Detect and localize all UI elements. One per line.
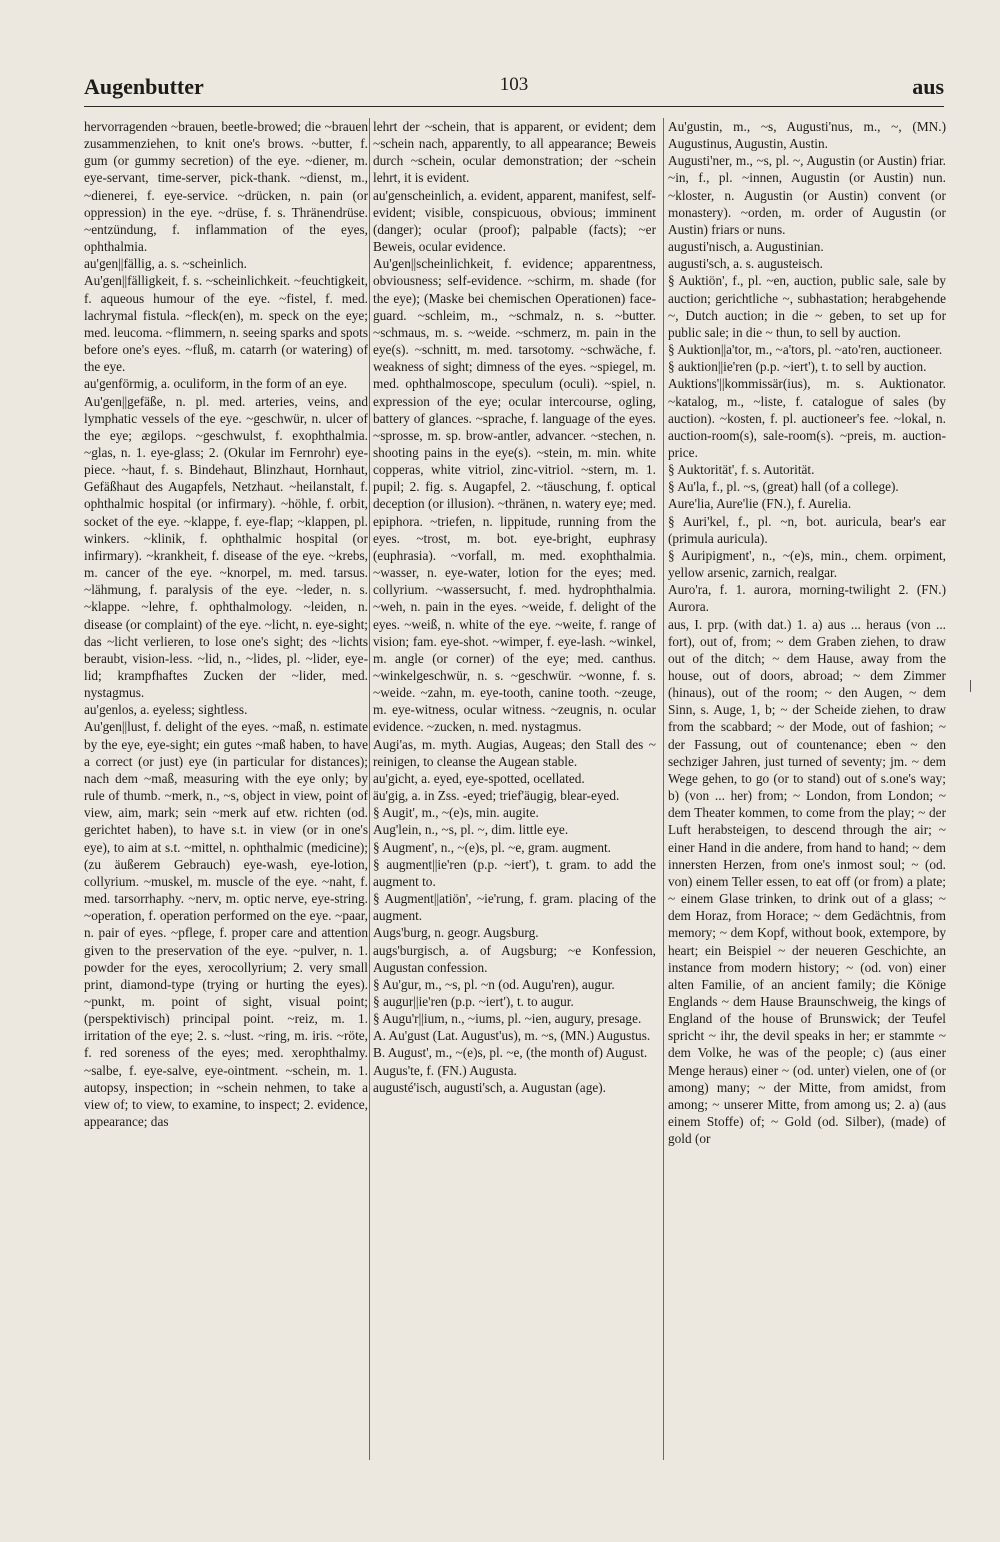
dictionary-entry: Augi'as, m. myth. Augias, Augeas; den Stall des ~ reinigen, to cleanse the Augean stable. [373,736,656,769]
dictionary-entry: Aure'lia, Aure'lie (FN.), f. Aurelia. [668,496,852,512]
left-running-headword: Augenbutter [84,74,204,99]
dictionary-entry: aus, I. prp. (with dat.) 1. a) aus ... heraus (von ... fort), out of, from; ~ dem Graben ziehen, to draw out of the ditch; ~ dem Hause, away from the house, out of doors, abroad; ~ dem Zimmer (hinaus), out of the room; ~ den Augen, ~ dem Sinn, s. Auge, 1, b; ~ der Scheide ziehen, to draw from the scabbard; ~ der Mode, out of fashion; ~ der Fassung, out of countenance; eben ~ den sechziger Jahren, just turned of seventy; jm. ~ dem Wege gehen, to go (or to stand) out of s.one's way; b) (von ... her) from; ~ London, from London; ~ dem Theater kommen, to come from the play; ~ der Luft herabsteigen, to descend through the air; ~ einer Hand in die andere, from hand to hand; ~ dem innersten Herzen, from one's inmost soul; ~ (od. von) einem Teller essen, to eat off (or from) a plate; ~ einem Glase trinken, to drink out of a glass; ~ dem Horaz, from Horace; ~ dem Gedächtnis, from memory; ~ dem Kopf, without book, extempore, by heart; ein Beispiel ~ der neueren Geschichte, an instance from modern history; ~ (od. von) einer alten Familie, of an ancient family; die Könige Englands ~ dem Hause Braunschweig, the kings of England of the house of Brunswick; der Teufel spricht ~ ihr, the devil speaks in her; er stammte ~ dem Volke, he was of the people; c) (aus einer Menge heraus) einer ~ (od. unter) vielen, one of (or among) many; ~ der Mitte, from amidst, from among; ~ unserer Mitte, from among us; 2. a) (aus einem Stoffe) of; ~ Gold (od. Silber), (made) of gold (or [668,616,946,1147]
dictionary-entry: augs'burgisch, a. of Augsburg; ~e Konfession, Augustan confession. [373,942,656,975]
page-number: 103 [499,74,529,95]
column-divider [663,118,664,1460]
dictionary-entry: äu'gig, a. in Zss. -eyed; trief'äugig, blear-eyed. [373,788,620,804]
dictionary-entry: augusté'isch, augusti'sch, a. Augustan (age). [373,1079,607,1095]
dictionary-entry: § Au'gur, m., ~s, pl. ~n (od. Augu'ren), augur. [373,976,615,992]
dictionary-entry: au'genförmig, a. oculiform, in the form of an eye. [84,376,348,392]
dictionary-entry: Augusti'ner, m., ~s, pl. ~, Augustin (or Austin) friar. ~in, f., pl. ~innen, Augustin (or Austin) nun. ~kloster, n. Augustin (or Austin) convent (or monastery). ~orden, m. order of Augustin (or Austin) friars or nuns. [668,153,946,237]
right-running-headword: aus [912,74,944,99]
dictionary-entry: § Auktion||a'tor, m., ~a'tors, pl. ~ato'ren, auctioneer. [668,342,943,358]
margin-mark [970,680,971,692]
dictionary-entry: A. Au'gust (Lat. August'us), m. ~s, (MN.) Augustus. [373,1028,651,1044]
dictionary-entry: Auro'ra, f. 1. aurora, morning-twilight 2. (FN.) Aurora. [668,582,946,615]
dictionary-entry: B. August', m., ~(e)s, pl. ~e, (the month of) August. [373,1045,648,1061]
dictionary-entry: § Auktiön', f., pl. ~en, auction, public sale, sale by auction; gerichtliche ~, subhastation; herabgehende ~, Dutch auction; in die ~ geben, to set up for public sale; in die ~ thun, to sell by auction. [668,273,946,340]
dictionary-entry: augusti'sch, a. s. augusteisch. [668,256,823,272]
dictionary-entry: au'genscheinlich, a. evident, apparent, manifest, self-evident; visible, conspicuous, obvious; imminent (danger); ocular (proof); palpable (facts); ~er Beweis, ocular evidence. [373,187,656,255]
dictionary-entry: Au'gustin, m., ~s, Augusti'nus, m., ~, (MN.) Augustinus, Augustin, Austin. [668,119,946,152]
dictionary-entry: § Augment||atiön', ~ie'rung, f. gram. placing of the augment. [373,891,656,924]
dictionary-entry: augusti'nisch, a. Augustinian. [668,239,824,255]
column-divider [369,118,370,1460]
dictionary-entry: au'gen||fällig, a. s. ~scheinlich. [84,256,247,272]
dictionary-entry: § augment||ie'ren (p.p. ~iert'), t. gram. to add the augment to. [373,856,656,889]
column-2 [373,118,656,1458]
dictionary-entry: § Auri'kel, f., pl. ~n, bot. auricula, bear's ear (primula auricula). [668,513,946,546]
dictionary-entry: § Auripigment', n., ~(e)s, min., chem. orpiment, yellow arsenic, zarnich, realgar. [668,547,946,581]
dictionary-entry: § Augu'r||ium, n., ~iums, pl. ~ien, augury, presage. [373,1011,642,1027]
running-header [84,72,944,107]
dictionary-entry: Au'gen||lust, f. delight of the eyes. ~maß, n. estimate by the eye, eye-sight; ein gutes ~maß haben, to have a correct (or just) eye (in particular for distances); nach dem ~maß, measuring with the eye only; by rule of thumb. ~merk, n., ~s, object in view, point of view, aim, mark; sein ~merk auf etw. richten (od. gerichtet haben), to have s.t. in view (or in one's eye), to aim at s.t. ~mittel, n. ophthalmic (medicine); (zu äußerem Gebrauch) eye-wash, eye-lotion, collyrium. ~muskel, m. muscle of the eye. ~naht, f. med. tarsorrhaphy. ~nerv, m. optic nerve, eye-string. ~operation, f. operation performed on the eye. ~paar, n. pair of eyes. ~pflege, f. proper care and attention given to the preservation of the eye. ~pulver, n. 1. powder for the eyes, xerocollyrium; 2. very small print, diamond-type (trying or hurting the eyes). ~punkt, m. point of sight, visual point; (perspektivisch) principal point. ~reiz, m. 1. irritation of the eye; 2. s. ~lust. ~ring, m. iris. ~röte, f. red soreness of the eyes; med. xerophthalmy. ~salbe, f. eye-salve, eye-ointment. ~schein, m. 1. autopsy, inspection; in ~schein nehmen, to take a view of; to view, to examine, to inspect; 2. evidence, appearance; das [84,719,368,1130]
dictionary-entry: Auktions'||kommissär(ius), m. s. Auktionator. ~katalog, m., ~liste, f. catalogue of sales (by auction). ~kosten, f. pl. auctioneer's fee. ~lokal, n. auction-room(s), sale-room(s). ~preis, m. auction-price. [668,376,946,460]
dictionary-entry: § Au'la, f., pl. ~s, (great) hall (of a college). [668,479,899,495]
column-3 [668,118,946,1458]
dictionary-entry: Au'gen||fälligkeit, f. s. ~scheinlichkeit. ~feuchtigkeit, f. aqueous humour of the eye. ~fistel, f. med. lachrymal fistula. ~fleck(en), m. speck on the eye; med. leucoma. ~flimmern, n. seeing sparks and spots before one's eyes. ~fluß, m. catarrh (or watering) of the eye. [84,273,368,375]
dictionary-entry: lehrt der ~schein, that is apparent, or evident; dem ~schein nach, apparently, to all appearance; Beweis durch ~schein, ocular demonstration; der ~schein lehrt, it is evident. [373,119,656,186]
dictionary-entry: § auktion||ie'ren (p.p. ~iert'), t. to sell by auction. [668,359,927,375]
dictionary-entry: Aug'lein, n., ~s, pl. ~, dim. little eye. [373,822,569,838]
dictionary-entry: au'genlos, a. eyeless; sightless. [84,702,248,718]
dictionary-entry: § Augit', m., ~(e)s, min. augite. [373,805,539,821]
dictionary-entry: Au'gen||scheinlichkeit, f. evidence; apparentness, obviousness; self-evidence. ~schirm, m. shade (for the eye); (Maske bei chemischen Operationen) face-guard. ~schleim, m., ~schmalz, n. s. ~butter. ~schmaus, m. s. ~weide. ~schmerz, m. pain in the eye(s). ~schnitt, m. med. tarsotomy. ~schwäche, f. weakness of sight; dimness of the eyes. ~spiegel, m. med. ophthalmoscope, speculum (oculi). ~spiel, n. expression of the eye; ocular intercourse, ogling, battery of glances. ~sprache, f. language of the eyes. ~sprosse, m. sp. brow-antler, advancer. ~stechen, n. shooting pains in the eye(s). ~stein, m. min. white copperas, white vitriol, zinc-vitriol. ~stern, m. 1. pupil; 2. fig. s. Augapfel, 2. ~täuschung, f. optical deception (or illusion). ~thränen, n. watery eye; med. epiphora. ~triefen, n. lippitude, running from the eyes. ~trost, m. bot. eye-bright, euphrasy (euphrasia). ~vorfall, m. med. exophthalmia. ~wasser, n. eye-water, lotion for the eyes; med. collyrium. ~wassersucht, f. med. hydrophthalmia. ~weh, n. pain in the eyes. ~weide, f. delight of the eyes. ~weiß, n. white of the eye. ~weite, f. range of vision; fam. eye-shot. ~wimper, f. eye-lash. ~winkel, m. angle (or corner) of the eye; med. canthus. ~winkelgeschwür, n. s. ~geschwür. ~wonne, f. s. ~weide. ~zahn, m. eye-tooth, canine tooth. ~zeuge, m. eye-witness, ocular witness. ~zeugnis, n. ocular evidence. ~zucken, n. med. nystagmus. [373,256,656,735]
column-1 [84,118,368,1458]
dictionary-entry: § Auktorität', f. s. Autorität. [668,462,815,478]
dictionary-entry: § augur||ie'ren (p.p. ~iert'), t. to augur. [373,993,574,1009]
dictionary-entry: hervorragenden ~brauen, beetle-browed; die ~brauen zusammenziehen, to knit one's brows. ~butter, f. gum (or gummy secretion) of the eye. ~diener, m. eye-servant, time-server, pick-thank. ~dienst, m., ~dienerei, f. eye-service. ~drücken, n. pain (or oppression) in the eye. ~drüse, f. s. Thränendrüse. ~entzündung, f. inflammation of the eyes, ophthalmia. [84,119,368,255]
dictionary-entry: § Augment', n., ~(e)s, pl. ~e, gram. augment. [373,839,611,855]
dictionary-entry: Au'gen||gefäße, n. pl. med. arteries, veins, and lymphatic vessels of the eye. ~geschwür, n. ulcer of the eye; ægilops. ~geschwulst, f. exophthalmia. ~glas, n. 1. eye-glass; 2. (Okular im Fernrohr) eye-piece. ~haut, f. s. Bindehaut, Blinzhaut, Hornhaut, Gefäßhaut des Augapfels, Netzhaut. ~heilanstalt, f. ophthalmic hospital (or infirmary). ~höhle, f. orbit, socket of the eye. ~klappe, f. eye-flap; ~klappen, pl. winkers. ~klinik, f. ophthalmic hospital (or infirmary). ~krankheit, f. disease of the eye. ~krebs, m. cancer of the eye. ~knorpel, m. med. tarsus. ~lähmung, f. paralysis of the eye. ~leder, n. s. ~klappe. ~lehre, f. ophthalmology. ~leiden, n. disease (or complaint) of the eye. ~licht, n. eye-sight; das ~licht verlieren, to lose one's sight; des ~lichts beraubt, vision-less. ~lid, n., ~lides, pl. ~lider, eye-lid; krampfhaftes Zucken der ~lider, med. nystagmus. [84,393,368,701]
dictionary-entry: Augus'te, f. (FN.) Augusta. [373,1062,517,1078]
dictionary-entry: Augs'burg, n. geogr. Augsburg. [373,925,539,941]
dictionary-entry: au'gicht, a. eyed, eye-spotted, ocellated. [373,770,585,786]
